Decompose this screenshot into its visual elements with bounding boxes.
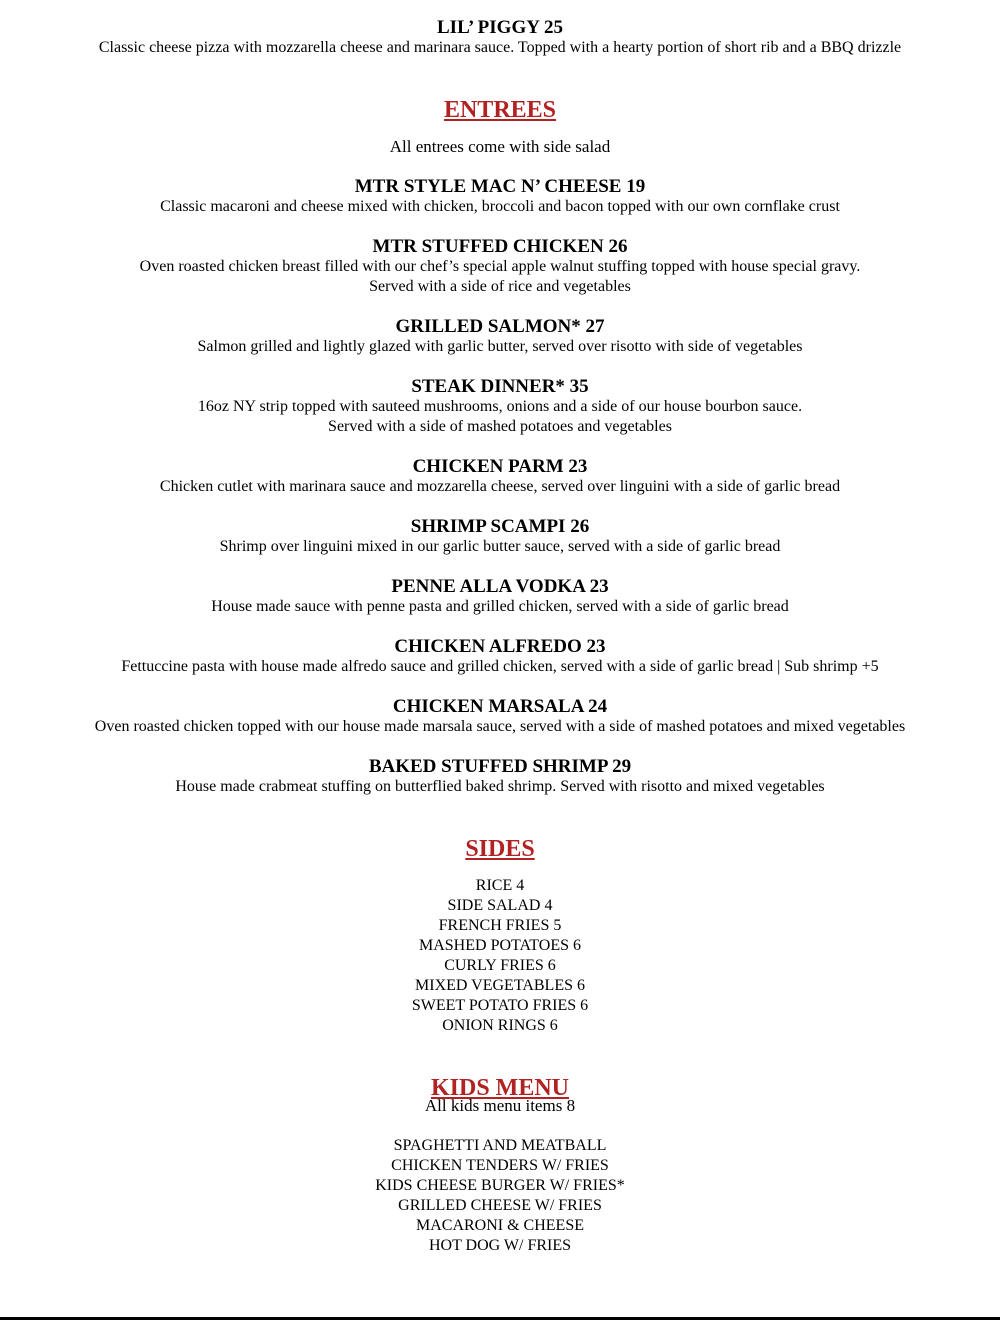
- kids-menu-list: [0, 1136, 1000, 1256]
- entree-item: [0, 317, 1000, 357]
- entree-title: MTR STUFFED CHICKEN 26: [372, 236, 628, 257]
- entree-description: Fettuccine pasta with house made alfredo sauce and grilled chicken, served with a side of garlic bread | Sub shrimp +5: [121, 658, 879, 675]
- entree-item: [0, 637, 1000, 677]
- item-description: Classic cheese pizza with mozzarella cheese and marinara sauce. Topped with a hearty portion of short rib and a BBQ drizzle: [98, 39, 902, 56]
- entree-description: House made crabmeat stuffing on butterflied baked shrimp. Served with risotto and mixed vegetables: [175, 778, 825, 795]
- entree-description: 16oz NY strip topped with sauteed mushrooms, onions and a side of our house bourbon sauce.: [197, 398, 803, 415]
- side-item: ONION RINGS 6: [442, 1017, 558, 1034]
- entree-item: [0, 457, 1000, 497]
- entree-item: [0, 697, 1000, 737]
- side-item: CURLY FRIES 6: [444, 957, 556, 974]
- entree-title: CHICKEN MARSALA 24: [392, 696, 608, 717]
- entree-title: PENNE ALLA VODKA 23: [391, 576, 609, 597]
- kids-menu-item: SPAGHETTI AND MEATBALL: [393, 1137, 607, 1154]
- entree-title: SHRIMP SCAMPI 26: [410, 516, 590, 537]
- entree-item: [0, 237, 1000, 297]
- side-item: SIDE SALAD 4: [447, 897, 553, 914]
- entrees-note: All entrees come with side salad: [389, 137, 611, 156]
- sides-heading: SIDES: [465, 836, 535, 862]
- kids-menu-item: MACARONI & CHEESE: [415, 1217, 584, 1234]
- entree-title: STEAK DINNER* 35: [411, 376, 589, 397]
- kids-menu-item: CHICKEN TENDERS W/ FRIES: [391, 1157, 609, 1174]
- entree-description: Salmon grilled and lightly glazed with garlic butter, served over risotto with side of vegetables: [197, 338, 803, 355]
- entree-item: [0, 517, 1000, 557]
- entree-title: MTR STYLE MAC N’ CHEESE 19: [354, 176, 646, 197]
- entrees-list: [0, 177, 1000, 797]
- entree-description: House made sauce with penne pasta and grilled chicken, served with a side of garlic bread: [211, 598, 789, 615]
- top-menu-item: [0, 0, 1000, 58]
- entrees-heading: ENTREES: [443, 97, 557, 123]
- kids-menu-heading: KIDS MENU: [430, 1075, 569, 1101]
- entree-item: [0, 577, 1000, 617]
- entree-title: GRILLED SALMON* 27: [395, 316, 605, 337]
- entree-item: [0, 757, 1000, 797]
- kids-menu-item: HOT DOG W/ FRIES: [428, 1237, 572, 1254]
- entree-description: Oven roasted chicken breast filled with our chef’s special apple walnut stuffing topped with house special gravy.: [139, 258, 861, 275]
- side-item: SWEET POTATO FRIES 6: [411, 997, 589, 1014]
- entree-description: Chicken cutlet with marinara sauce and mozzarella cheese, served over linguini with a side of garlic bread: [159, 478, 841, 495]
- side-item: FRENCH FRIES 5: [438, 917, 562, 934]
- entree-title: BAKED STUFFED SHRIMP 29: [368, 756, 632, 777]
- side-item: MIXED VEGETABLES 6: [415, 977, 585, 994]
- entree-title: CHICKEN PARM 23: [412, 456, 588, 477]
- entree-title: CHICKEN ALFREDO 23: [394, 636, 606, 657]
- item-title: LIL’ PIGGY 25: [437, 17, 563, 38]
- kids-menu-item: GRILLED CHEESE W/ FRIES: [398, 1197, 602, 1214]
- entree-description: Shrimp over linguini mixed in our garlic butter sauce, served with a side of garlic bread: [219, 538, 781, 555]
- kids-menu-note: All kids menu items 8: [424, 1096, 576, 1115]
- entree-description: Oven roasted chicken topped with our house made marsala sauce, served with a side of mashed potatoes and mixed vegetables: [94, 718, 906, 735]
- entree-item: [0, 177, 1000, 217]
- side-item: MASHED POTATOES 6: [419, 937, 581, 954]
- sides-list: [0, 876, 1000, 1036]
- entree-description: Served with a side of mashed potatoes and vegetables: [328, 418, 672, 435]
- entree-description: Classic macaroni and cheese mixed with chicken, broccoli and bacon topped with our own cornflake crust: [160, 198, 840, 215]
- side-item: RICE 4: [475, 877, 525, 894]
- kids-menu-item: KIDS CHEESE BURGER W/ FRIES*: [375, 1177, 625, 1194]
- entree-item: [0, 377, 1000, 437]
- entree-description: Served with a side of rice and vegetables: [369, 278, 631, 295]
